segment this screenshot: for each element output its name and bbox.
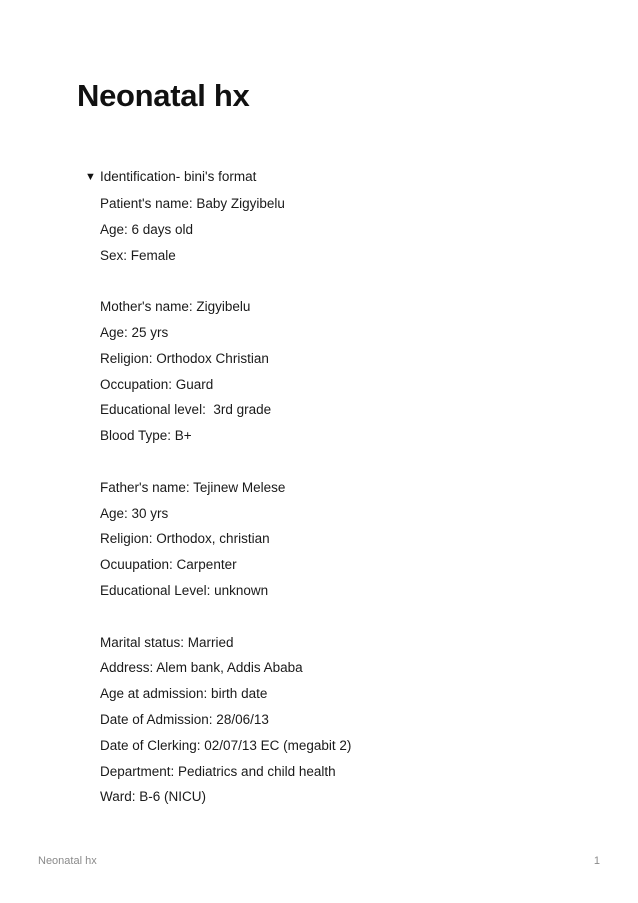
mother-religion-line: Religion: Orthodox Christian [100,350,269,366]
footer-page-number: 1 [593,855,600,867]
mother-name-line: Mother's name: Zigyibelu [100,299,251,315]
identification-toggle[interactable] [85,165,605,189]
identification-toggle-block [85,165,605,810]
address-line: Address: Alem bank, Addis Ababa [100,660,303,676]
age-at-admission-line: Age at admission: birth date [100,686,268,702]
toggle-heading: Identification- bini's format [100,169,257,184]
father-occupation-line: Ocuupation: Carpenter [100,557,237,573]
department-line: Department: Pediatrics and child health [100,763,336,779]
identification-content [85,191,605,810]
toggle-triangle-down-icon[interactable]: ▼ [85,171,96,183]
mother-occupation-line: Occupation: Guard [100,376,214,392]
date-of-clerking-line: Date of Clerking: 02/07/13 EC (megabit 2) [100,737,352,753]
empty-line [100,604,605,630]
mother-age-line: Age: 25 yrs [100,324,169,340]
page-title: Neonatal hx [77,78,250,113]
father-religion-line: Religion: Orthodox, christian [100,531,270,547]
ward-line: Ward: B-6 (NICU) [100,789,207,805]
marital-status-line: Marital status: Married [100,634,234,650]
patient-name-line: Patient's name: Baby Zigyibelu [100,196,285,211]
mother-education-line: Educational level: 3rd grade [100,402,272,418]
mother-blood-type-line: Blood Type: B+ [100,428,192,444]
father-name-line: Father's name: Tejinew Melese [100,479,286,495]
empty-line [100,449,605,475]
father-education-line: Educational Level: unknown [100,582,269,598]
patient-age-line: Age: 6 days old [100,221,194,237]
empty-line [100,268,605,294]
patient-sex-line: Sex: Female [100,247,176,263]
date-of-admission-line: Date of Admission: 28/06/13 [100,711,269,727]
footer-document-name: Neonatal hx [38,855,97,867]
father-age-line: Age: 30 yrs [100,505,169,521]
